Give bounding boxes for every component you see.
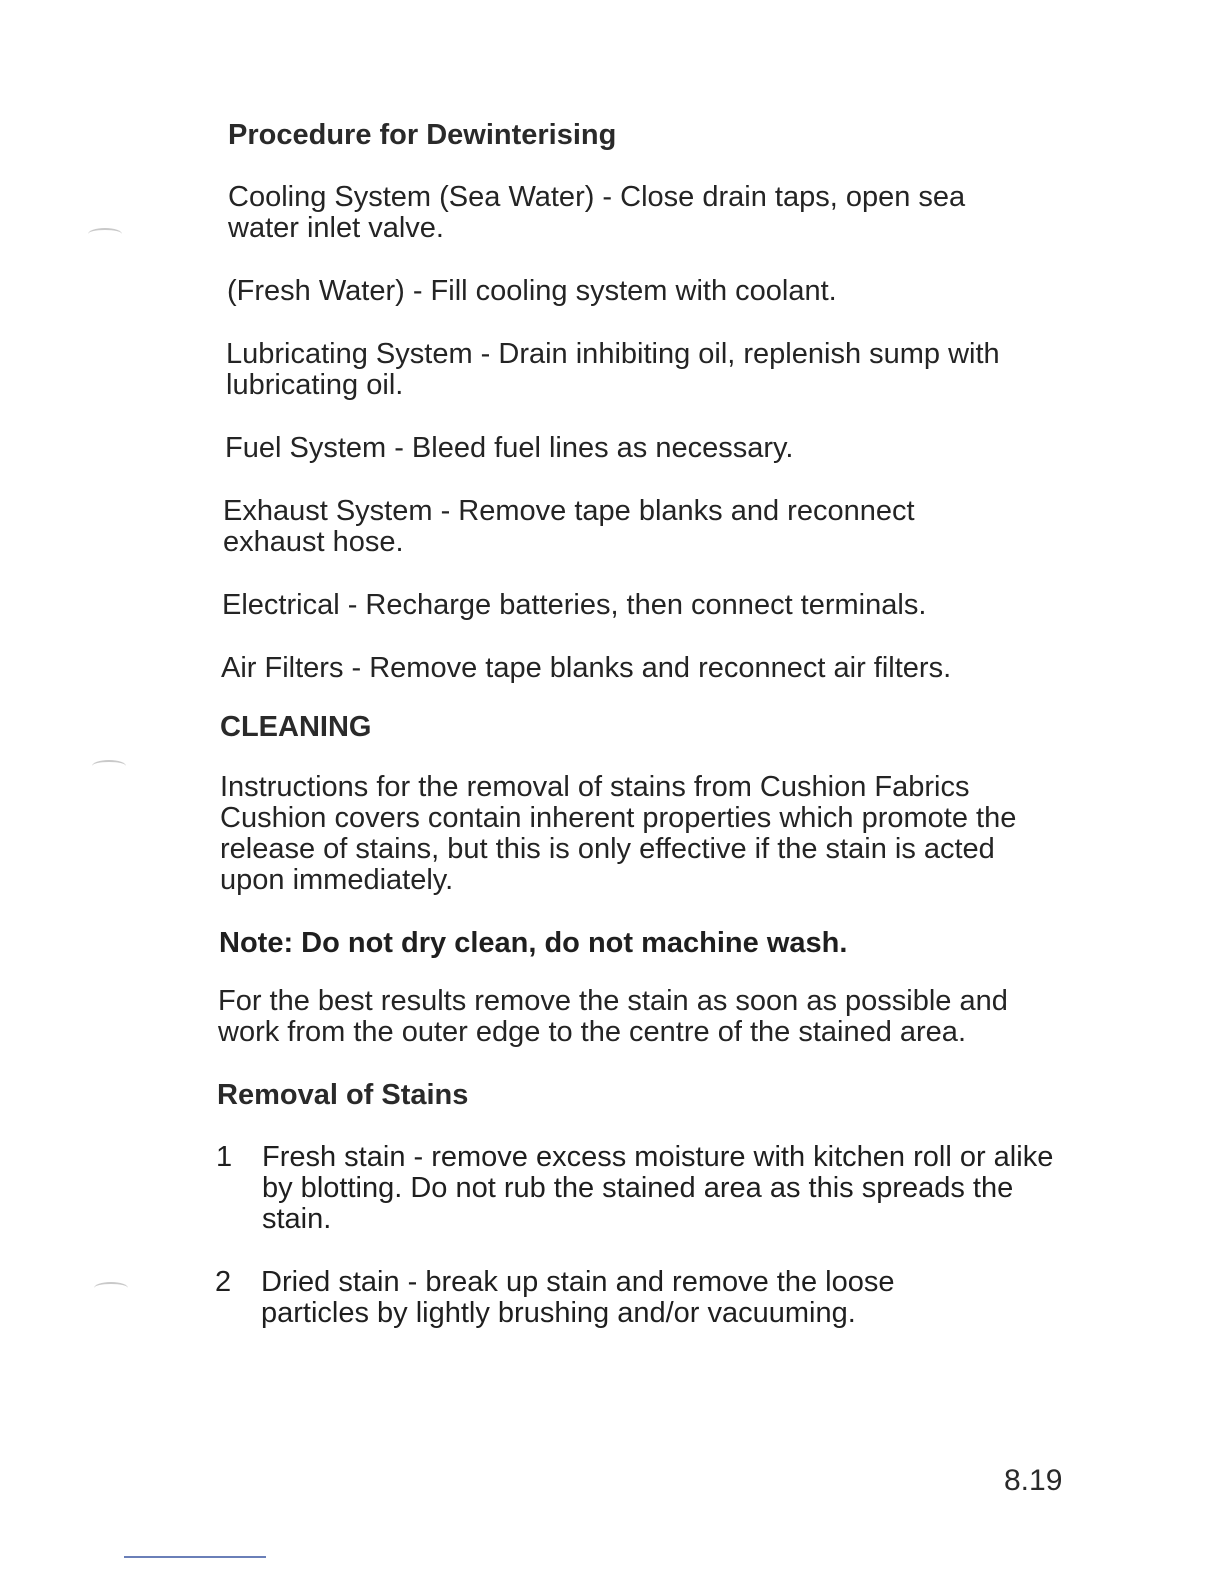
dewinterising-heading: Procedure for Dewinterising	[228, 119, 617, 151]
list-item-text: Fresh stain - remove excess moisture with kitchen roll or alike by blotting. Do not rub the stained area as this spreads the stain.	[262, 1141, 1054, 1235]
fresh-water-paragraph: (Fresh Water) - Fill cooling system with coolant.	[227, 275, 837, 307]
list-item	[215, 1267, 985, 1329]
fuel-system-paragraph: Fuel System - Bleed fuel lines as necessary.	[225, 432, 794, 464]
exhaust-system-paragraph: Exhaust System - Remove tape blanks and reconnect exhaust hose.	[223, 495, 915, 558]
list-item-number: 1	[216, 1141, 233, 1173]
electrical-paragraph: Electrical - Recharge batteries, then connect terminals.	[222, 589, 927, 621]
page-number: 8.19	[1004, 1464, 1063, 1497]
bottom-rule-divider	[124, 1556, 266, 1558]
care-note: Note: Do not dry clean, do not machine wash.	[219, 927, 848, 959]
list-item-number: 2	[215, 1266, 232, 1298]
cleaning-heading: CLEANING	[220, 711, 372, 743]
removal-of-stains-heading: Removal of Stains	[217, 1079, 469, 1111]
lubricating-system-paragraph: Lubricating System - Drain inhibiting oil, replenish sump with lubricating oil.	[226, 338, 1000, 401]
list-item-text: Dried stain - break up stain and remove the loose particles by lightly brushing and/or vacuuming.	[261, 1266, 895, 1329]
cleaning-intro-paragraph: Instructions for the removal of stains from Cushion Fabrics Cushion covers contain inherent properties which promote the release of stains, but this is only effective if the stain is acted upon immediately.	[220, 771, 1017, 896]
air-filters-paragraph: Air Filters - Remove tape blanks and reconnect air filters.	[221, 652, 952, 684]
margin-mark-decoration	[94, 1282, 128, 1294]
margin-mark-decoration	[92, 760, 126, 772]
cooling-sea-water-paragraph: Cooling System (Sea Water) - Close drain taps, open sea water inlet valve.	[228, 181, 966, 244]
document-content	[215, 118, 1078, 1329]
margin-mark-decoration	[88, 228, 122, 240]
list-item	[216, 1142, 1066, 1235]
best-results-paragraph: For the best results remove the stain as soon as possible and work from the outer edge to the centre of the stained area.	[218, 985, 1008, 1048]
